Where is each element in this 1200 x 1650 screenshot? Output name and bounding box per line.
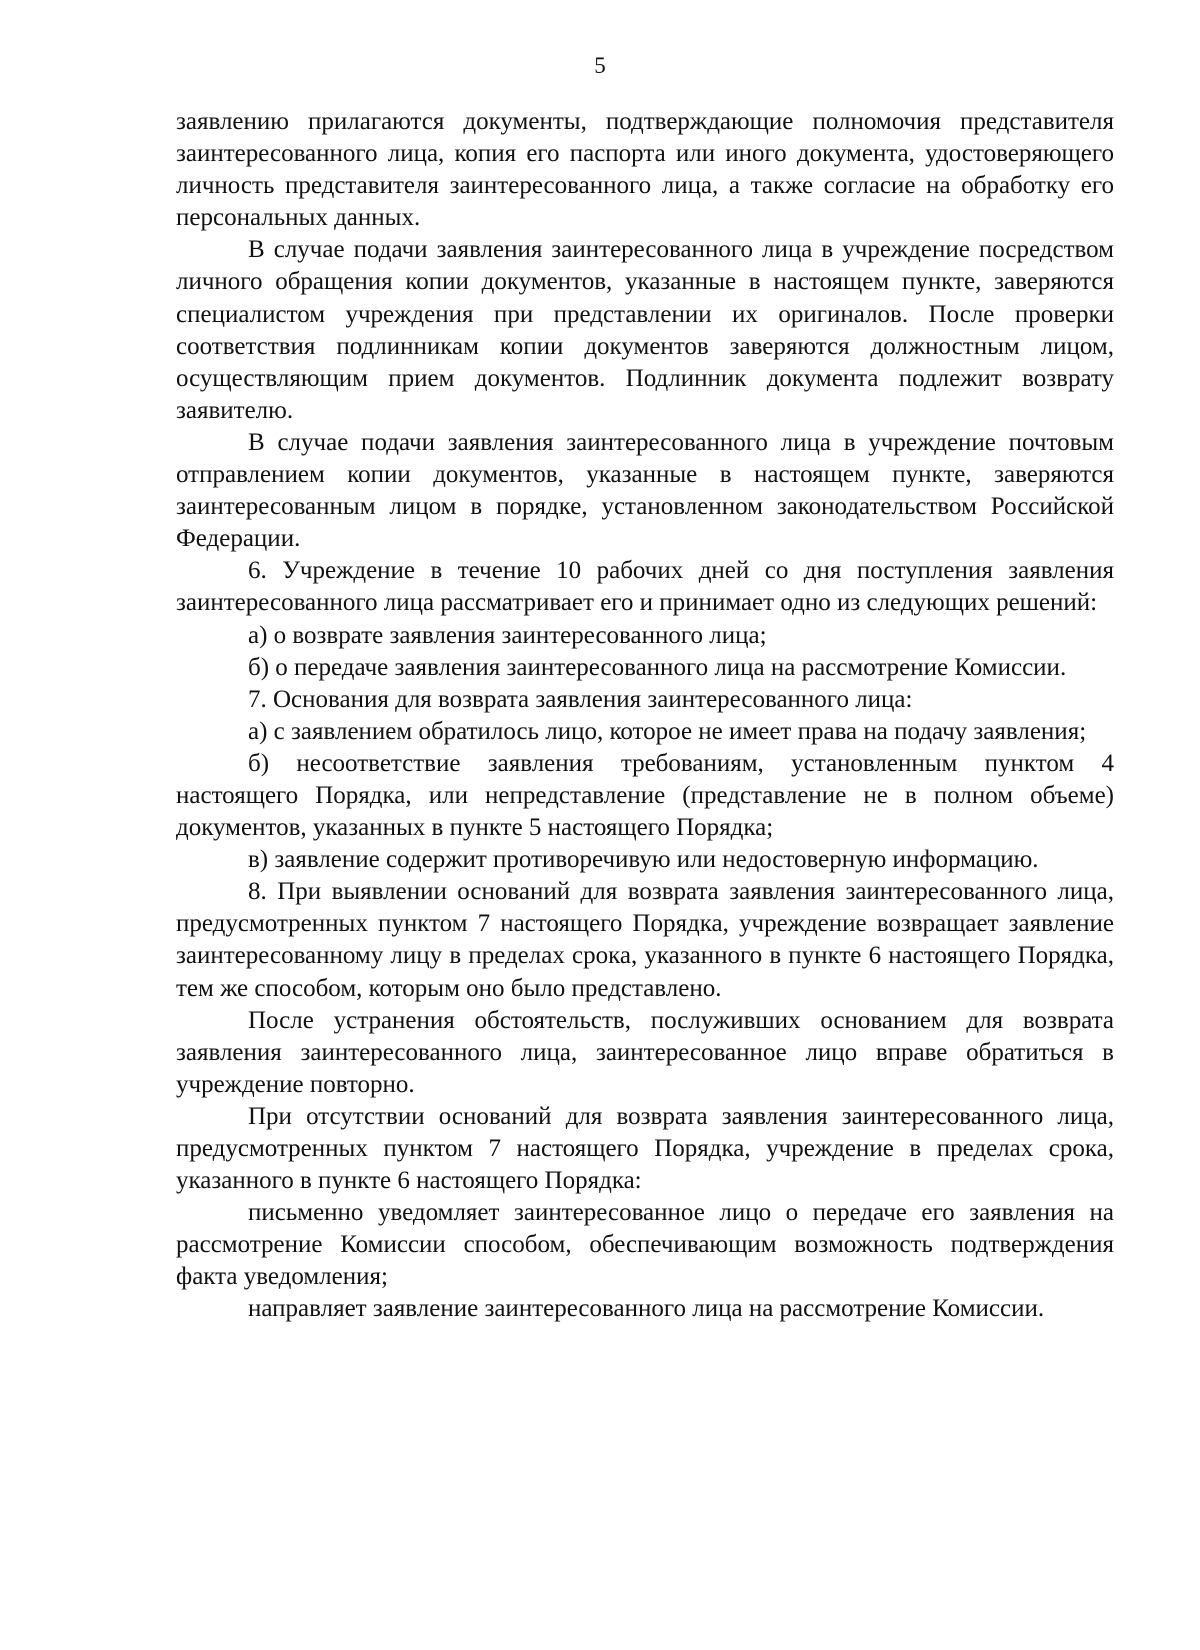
paragraph-personal-submission: В случае подачи заявления заинтересованного лица в учреждение посредством личного обращения копии документов, указанные в настоящем пункте, заверяются специалистом учреждения при представлении их оригиналов. После проверки соответствия подлинникам копии документов заверяются должностным лицом, осуществляющим прием документов. Подлинник документа подлежит возврату заявителю. bbox=[176, 236, 1114, 424]
paragraph-written-notice: письменно уведомляет заинтересованное лицо о передаче его заявления на рассмотрение Комиссии способом, обеспечивающим возможность подтверждения факта уведомления; bbox=[176, 1199, 1114, 1291]
clause-7-item-c: в) заявление содержит противоречивую или недостоверную информацию. bbox=[248, 846, 1039, 874]
clause-6: 6. Учреждение в течение 10 рабочих дней со дня поступления заявления заинтересованного лица рассматривает его и принимает одно из следующих решений: bbox=[176, 557, 1114, 617]
clause-8: 8. При выявлении оснований для возврата заявления заинтересованного лица, предусмотренных пунктом 7 настоящего Порядка, учреждение возвращает заявление заинтересованному лицу в пределах срока, указанного в пункте 6 настоящего Порядка, тем же способом, которым оно было представлено. bbox=[176, 878, 1114, 1002]
clause-7: 7. Основания для возврата заявления заинтересованного лица: bbox=[248, 685, 913, 713]
clause-7-item-a: а) с заявлением обратилось лицо, которое не имеет права на подачу заявления; bbox=[248, 717, 1087, 745]
document-body bbox=[176, 106, 1114, 1326]
clause-7-item-b: б) несоответствие заявления требованиям, установленным пунктом 4 настоящего Порядка, или непредставление (представление не в полном объеме) документов, указанных в пункте 5 настоящего Порядка; bbox=[176, 749, 1114, 842]
paragraph-postal-submission: В случае подачи заявления заинтересованного лица в учреждение почтовым отправлением копии документов, указанные в настоящем пункте, заверяются заинтересованным лицом в порядке, установленном законодательством Российской Федерации. bbox=[176, 428, 1114, 553]
page-number: 5 bbox=[594, 53, 606, 78]
paragraph-continuation: заявлению прилагаются документы, подтверждающие полномочия представителя заинтересованного лица, копия его паспорта или иного документа, удостоверяющего личность представителя заинтересованного лица, а также согласие на обработку его персональных данных. bbox=[176, 108, 1114, 232]
paragraph-no-grounds: При отсутствии оснований для возврата заявления заинтересованного лица, предусмотренных пунктом 7 настоящего Порядка, учреждение в пределах срока, указанного в пункте 6 настоящего Порядка: bbox=[176, 1102, 1114, 1195]
paragraph-resubmission: После устранения обстоятельств, послуживших основанием для возврата заявления заинтересованного лица, заинтересованное лицо вправе обратиться в учреждение повторно. bbox=[176, 1006, 1114, 1098]
clause-6-item-b: б) о передаче заявления заинтересованного лица на рассмотрение Комиссии. bbox=[248, 653, 1067, 681]
clause-6-item-a: а) о возврате заявления заинтересованного лица; bbox=[248, 621, 767, 649]
paragraph-forwarding: направляет заявление заинтересованного лица на рассмотрение Комиссии. bbox=[248, 1295, 1045, 1323]
